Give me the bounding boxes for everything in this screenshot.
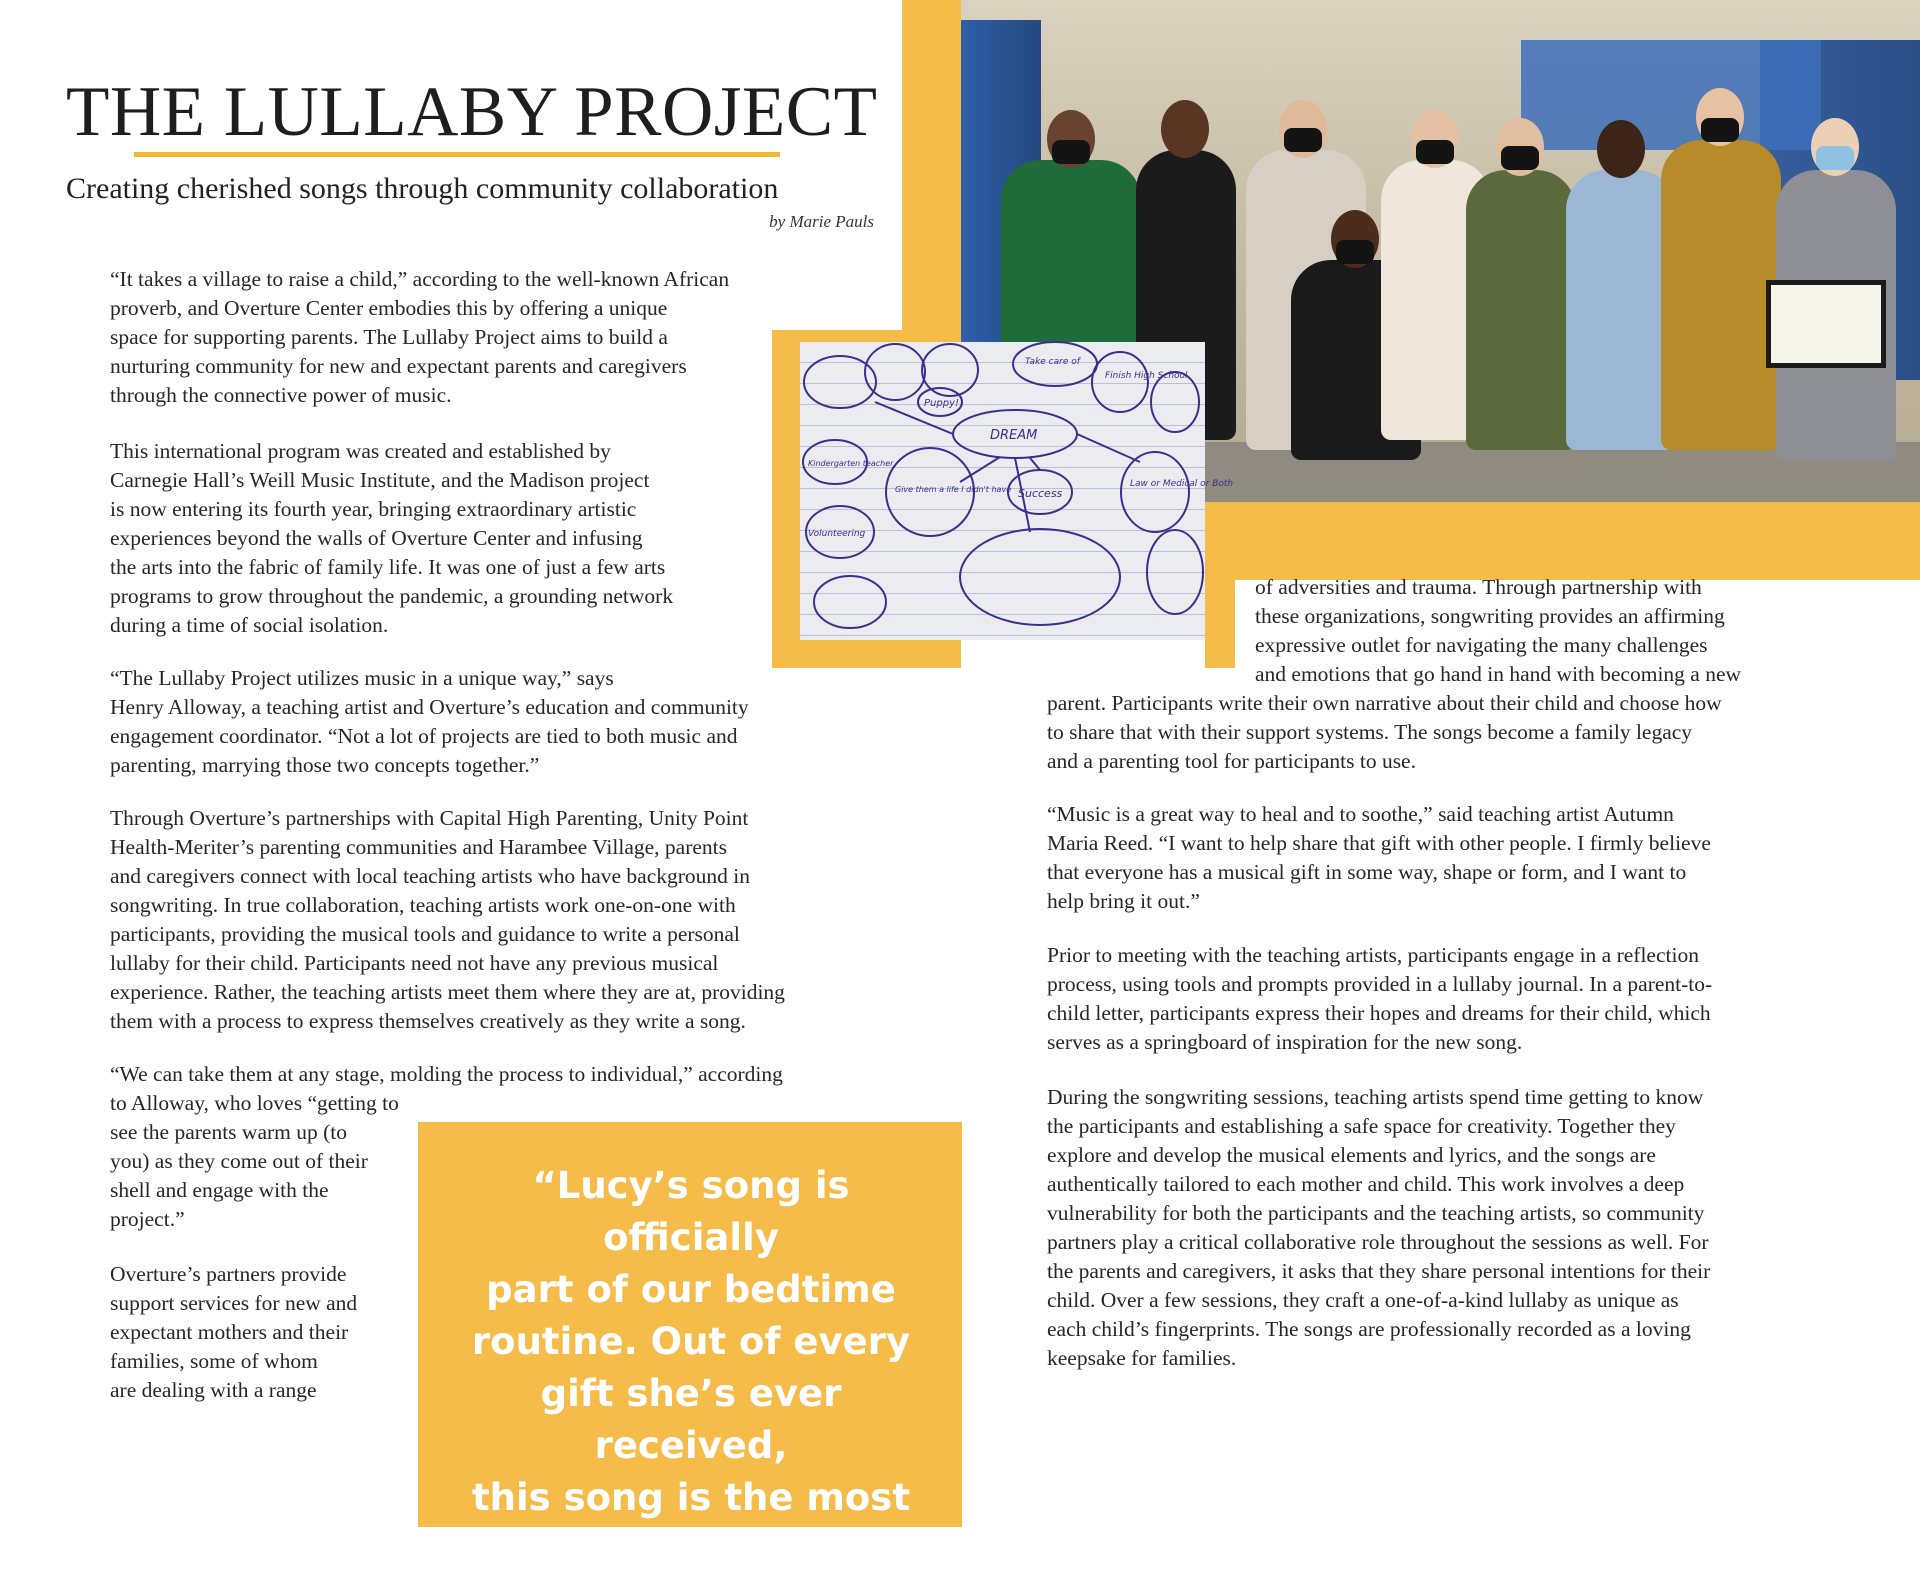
right-column-p1b	[1047, 689, 1897, 776]
mind-map-bubble: Finish High School	[1105, 371, 1188, 381]
face-mask	[1501, 146, 1539, 170]
person	[1566, 170, 1676, 450]
face-mask	[1416, 140, 1454, 164]
person-head	[1597, 120, 1645, 178]
person	[1466, 170, 1576, 450]
mind-map-notebook	[800, 342, 1234, 640]
title-underline	[134, 152, 780, 157]
person-head	[1161, 100, 1209, 158]
person	[1661, 140, 1781, 450]
paragraph: parent. Participants write their own narrative about their child and choose how to share that with their support systems. The songs become a family legacy and a parenting tool for participants to use.	[1047, 691, 1722, 773]
left-column-p4	[110, 804, 900, 1036]
paragraph: see the parents warm up (to you) as they come out of their shell and engage with the project.”	[110, 1120, 368, 1231]
mind-map-bubble: Puppy!	[924, 398, 959, 409]
page-subtitle: Creating cherished songs through community collaboration	[66, 172, 779, 205]
mind-map-bubble: Kindergarten teacher	[808, 459, 894, 468]
pull-quote: “Lucy’s song is officially part of our bedtime routine. Out of every gift she’s ever received, this song is the most cherished.”	[471, 1164, 911, 1571]
right-column-p4	[1047, 1083, 1897, 1373]
bulletin-board	[1521, 40, 1821, 150]
paragraph: “Music is a great way to heal and to soothe,” said teaching artist Autumn Maria Reed. “I want to help share that gift with other people. I firmly believe that everyone has a musical gift in some way, shape or form, and I want to help bring it out.”	[1047, 802, 1711, 913]
mind-map-bubble: Give them a life I didn't have	[895, 485, 1012, 494]
gold-frame-notch	[1205, 502, 1235, 668]
byline: by Marie Pauls	[769, 212, 874, 231]
page-title: THE LULLABY PROJECT	[66, 73, 878, 151]
face-mask	[1701, 118, 1739, 142]
face-mask	[1284, 128, 1322, 152]
left-column-p5a	[110, 1060, 900, 1118]
mind-map-bubble: Take care of	[1025, 357, 1080, 367]
face-mask	[1336, 240, 1374, 264]
paragraph: This international program was created and established by Carnegie Hall’s Weill Music Institute, and the Madison project is now entering its fourth year, bringing extraordinary artistic experiences beyond the walls of Overture Center and infusing the arts into the fabric of family life. It was one of just a few arts programs to grow throughout the pandemic, a grounding network during a time of social isolation.	[110, 439, 674, 637]
certificate	[1766, 280, 1886, 368]
mind-map-drawing	[800, 342, 1234, 640]
paragraph: During the songwriting sessions, teaching artists spend time getting to know the participants and establishing a safe space for creativity. Together they explore and develop the musical elements and lyrics, and the songs are authentically tailored to each mother and child. This work involves a deep vulnerability for both the participants and the teaching artists, so community partners play a critical collaborative role throughout the sessions as well. For the parents and caregivers, it asks that they share personal intentions for their child. Over a few sessions, they craft a one-of-a-kind lullaby as unique as each child’s fingerprints. The songs are professionally recorded as a loving keepsake for families.	[1047, 1085, 1711, 1370]
mind-map-bubble: Success	[1018, 487, 1063, 500]
left-column-p5b	[110, 1118, 410, 1234]
right-column-p2	[1047, 800, 1897, 916]
left-column-p6	[110, 1260, 410, 1405]
left-column-p3	[110, 664, 900, 780]
paragraph: “The Lullaby Project utilizes music in a unique way,” says Henry Alloway, a teaching artist and Overture’s education and community engagement coordinator. “Not a lot of projects are tied to both music and parenting, marrying those two concepts together.”	[110, 666, 749, 777]
left-column-p2	[110, 437, 770, 640]
left-column	[110, 265, 900, 410]
face-mask	[1816, 146, 1854, 170]
paragraph: Through Overture’s partnerships with Capital High Parenting, Unity Point Health-Meriter’s parenting communities and Harambee Village, parents and caregivers connect with local teaching artists who have background in songwriting. In true collaboration, teaching artists work one-on-one with participants, providing the musical tools and guidance to write a personal lullaby for their child. Participants need not have any previous musical experience. Rather, the teaching artists meet them where they are at, providing them with a process to express themselves creatively as they write a song.	[110, 806, 785, 1033]
paragraph: Prior to meeting with the teaching artists, participants engage in a reflection process, using tools and prompts provided in a lullaby journal. In a parent-to- child letter, participants express their hopes and dreams for their child, which serves as a springboard of inspiration for the new song.	[1047, 943, 1713, 1054]
right-column-p3	[1047, 941, 1897, 1057]
right-column-p1a	[1255, 573, 1895, 689]
paragraph: Overture’s partners provide support services for new and expectant mothers and their families, some of whom are dealing with a range	[110, 1262, 358, 1402]
face-mask	[1052, 140, 1090, 164]
paragraph: of adversities and trauma. Through partnership with these organizations, songwriting provides an affirming expressive outlet for navigating the many challenges and emotions that go hand in hand with becoming a new	[1255, 575, 1742, 686]
mind-map-center: DREAM	[990, 428, 1038, 443]
paragraph: “We can take them at any stage, molding the process to individual,” according to Alloway, who loves “getting to	[110, 1062, 783, 1115]
paragraph: “It takes a village to raise a child,” according to the well-known African proverb, and Overture Center embodies this by offering a unique space for supporting parents. The Lullaby Project aims to build a nurturing community for new and expectant parents and caregivers through the connective power of music.	[110, 267, 730, 407]
mind-map-bubble: Volunteering	[808, 529, 866, 539]
mind-map-bubble: Law or Medical or Both	[1130, 479, 1234, 489]
